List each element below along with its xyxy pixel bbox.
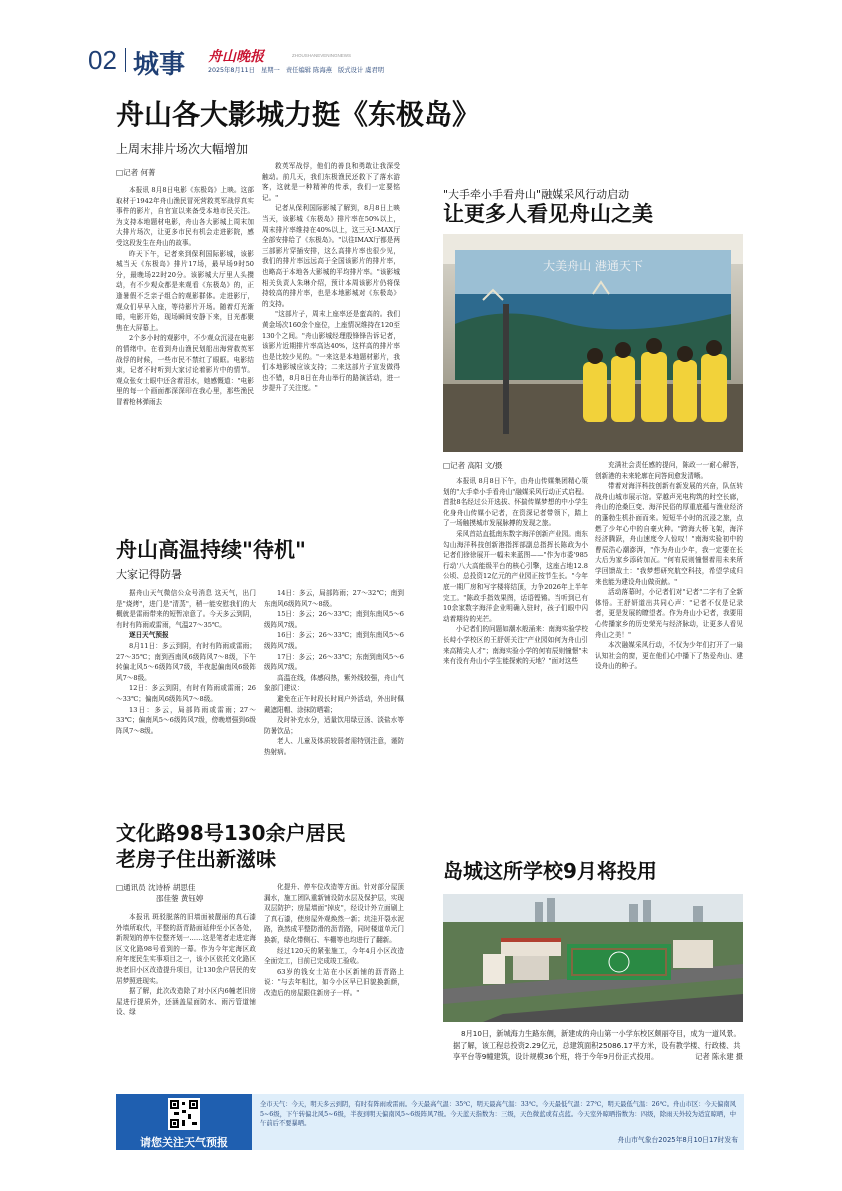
- article-column-2: [262, 161, 400, 517]
- article-old-community: [116, 820, 416, 1082]
- photo-caption: [453, 1028, 743, 1063]
- byline-line-2: 邵佳蓥 黄钰婷: [156, 894, 204, 903]
- paragraph: 带着对海洋科技创新有新发展的兴奋，队伍转战舟山城市展示馆。穿越声光电构筑的时空长廊，舟山的沧桑巨变、海洋民俗的厚重底蕴与渔业经济的蓬勃生机扑面而来。短短半小时的沉浸之旅，点燃了少年心中的自豪火种。"跨海大桥飞架，海洋经济腾跃，舟山速度令人惊叹！"南海实验初中的曹辰浩心潮澎湃，"作为舟山少年，我一定要在长大后为家乡添砖加瓦。"何宥辰则憧憬着用未来所学回馈故土："我梦想研究航空科技，希望学成归来也能为建设舟山做贡献。": [595, 482, 743, 586]
- paragraph: 本报讯 8月8日电影《东极岛》上映。这部取材于1942年舟山渔民冒死营救英军战俘真实事件的影片，自官宣以来备受本地市民关注。为支持本地题材电影，舟山各大影城上周末加大排片场次，让更多市民有机会走进影院，感受这段发生在舟山的故事。: [116, 186, 254, 247]
- paragraph: 老人、儿童及体质较弱者需特别注意，谨防热射病。: [264, 737, 404, 756]
- article-kicker: "大手牵小手看舟山"融媒采风行动启动: [443, 188, 630, 201]
- paragraph-heading: 逐日天气预报: [129, 631, 169, 640]
- masthead-divider: [125, 48, 126, 72]
- issue-weekday: 星期一: [260, 67, 280, 74]
- byline-text: □记者 高阳 文/摄: [443, 461, 503, 470]
- article-title: 舟山各大影城力挺《东极岛》: [116, 98, 481, 131]
- paragraph: 化提升、停车位改造等方面。针对部分屋顶漏水，施工团队重新铺设防水层及保护层，实现双层防护；房屋墙面"掉皮"，经设计外立面刷上了真石漆，使房屋外观焕然一新；坑洼开裂水泥路，涣然成平整防滑的沥青路，同时楼道单元门换新，绿化带侧石、车棚等也均进行了翻新。: [264, 883, 404, 944]
- issue-info: [208, 65, 384, 74]
- article-column-2: [264, 588, 404, 808]
- issue-editor: 责任编辑 陈海燕: [285, 67, 332, 74]
- paper-logo: 舟山晚报: [208, 49, 264, 65]
- article-school: [443, 858, 743, 1084]
- paragraph: 本报讯 8月8日下午，由舟山传媒集团精心策划的"大手牵小手看舟山"融媒采风行动正式启程。首批8名经过公开选拔、怀揣传媒梦想的中小学生化身舟山传媒小记者，在资深记者带领下，踏上了一场触摸城市发展脉搏的发现之旅。: [443, 477, 588, 528]
- paragraph: 16日：多云；26～33℃；南到东南风5～6级阵风7级。: [264, 631, 404, 650]
- qr-code-icon[interactable]: [168, 1098, 200, 1130]
- byline-text: □记者 何菁: [116, 168, 156, 177]
- paragraph: 及时补充水分，适量饮用绿豆汤、淡盐水等防暑饮品；: [264, 716, 404, 735]
- article-subtitle: 大家记得防暑: [116, 568, 182, 581]
- paragraph: 据了解，此次改造除了对小区内6幢老旧房屋进行提质外，还涵盖屋面防水、雨污管道铺设、绿: [116, 987, 256, 1017]
- paper-english-name: ZHOUSHANEVENINGNEWS: [292, 53, 352, 58]
- paragraph: 小记者们的问题如潮水般涌来：南海实验学校长峙小学校区的王舒妍关注"产业园如何为舟山引来高精尖人才"；南海实验小学的何宥辰则憧憬"未来有没有舟山小学生能探索的天地？"面对这些: [443, 625, 588, 666]
- paragraph: "这部片子，周末上座率还是蛮高的。我们黄金场次160余个座位，上座情况维持在120至130个之间。"舟山影城经理殷锋锋告诉记者，该影片近期排片率高达40%，这样高的排片率也是比较少见的。"一来这是本地题材影片，我们本地影城应该支持；二来这部片子宣发做得也不错，8月8日在舟山举行的路演活动，进一步提升了关注度。": [262, 310, 400, 393]
- weather-qr-panel: [116, 1094, 252, 1150]
- article-heat-wave: [116, 536, 416, 808]
- article-title: 舟山高温持续"待机": [116, 538, 306, 562]
- paragraph: 救英军战俘，他们的善良和勇敢让我深受触动。前几天，我们东极渔民还救下了落水游客，这就是一种精神的传承，我们一定要铭记。": [262, 162, 400, 202]
- caption-text: 8月10日，新城海力生路东侧，新建成的舟山第一小学东校区颇丽夺目，成为一道风景。据了解，该工程总投资2.29亿元，总建筑面积25086.17平方米，设有教学楼、行政楼、共享平台等9幢建筑，设计规模36个班，将于今年9月份正式投用。: [453, 1029, 741, 1062]
- caption-credit: 记者 陈永建 摄: [695, 1052, 743, 1062]
- article-column-1: [116, 185, 254, 517]
- paragraph: 14日：多云，局部阵雨；27～32℃；南到东南风6级阵风7～8级。: [264, 589, 404, 608]
- article-title: 让更多人看见舟山之美: [443, 202, 653, 226]
- article-byline: [116, 882, 203, 904]
- byline-line-1: □通讯员 沈诗桥 胡思佳: [116, 883, 196, 892]
- paragraph: 17日：多云；26～33℃；东南到南风5～6级阵风7级。: [264, 652, 404, 672]
- article-column-2: [595, 460, 743, 671]
- paragraph: 12日：多云到阴，有时有阵雨或雷雨；26～33℃；偏南风6级阵风7～8级。: [116, 684, 256, 703]
- paragraph: 活动落幕时，小记者们对"记者"二字有了全新体悟。王舒妍道出共同心声："记者不仅是记录者，更是发展的瞭望者。作为舟山小记者，我要用心传播家乡的历史荣光与经济脉动，让更多人看见舟山之美！": [595, 588, 743, 639]
- article-column-1: [116, 912, 256, 1082]
- weather-qr-label: 请您关注天气预报: [140, 1136, 228, 1149]
- paragraph: 采风首站直抵南东数字海洋创新产业园。南东勾山海洋科技创新港指挥部副总指挥长陈政为小记者们徐徐展开一幅未来蓝图——"作为市委'985行动'八大高能级平台的核心引擎，这座占地12.8公顷、总投资12亿元的产业园正按节生长。"今年底一期厂房和写字楼将结顶，力争2026年上半年完工。"陈政手指效果图，话语铿锵。当听到已有10余家数字海洋企业明确入驻时，孩子们眼中闪动着期待的光芒。: [443, 529, 588, 623]
- article-photo: [443, 234, 743, 452]
- paragraph: 8月11日：多云到阴，有时有阵雨或雷雨；27～35℃；南到西南风6级阵风7～8级，下午转偏北风5～6级阵风7级，半夜起偏南风6级阵风7～8级。: [116, 641, 256, 682]
- paragraph: 本次融媒采风行动，不仅为少年们打开了一扇认知社会的窗，更在他们心中播下了热爱舟山、建设舟山的种子。: [595, 641, 743, 671]
- article-title: 岛城这所学校9月将投用: [443, 859, 657, 883]
- article-youth-reporters: [443, 186, 743, 671]
- masthead: [88, 40, 808, 80]
- paragraph: 15日：多云；26～33℃；南到东南风5～6级阵风7级。: [264, 610, 404, 629]
- paragraph: 充满社会责任感的提问，陈政一一耐心解答，创新港的未来轮廓在问答间愈发清晰。: [595, 461, 743, 480]
- article-title-line-2: 老房子住出新滋味: [116, 847, 276, 871]
- section-title: 城事: [133, 50, 186, 80]
- paragraph: 2个多小时的观影中，不少观众沉浸在电影的情绪中。在看到舟山渔民划船出海营救英军战俘的时候，一些市民不禁红了眼眶。电影结束，记者不时听到大家讨论着影片中的情节。观众张女士眼中还含着泪水，她感慨道："电影里的每一个画面都深深印在我心里，那些渔民冒着枪林弹雨去: [116, 334, 254, 406]
- paragraph: 经过120天的紧张施工，今年4月小区改造全面完工，目前已完成竣工验收。: [264, 946, 404, 966]
- article-column-1: [116, 588, 256, 808]
- weather-bar: [116, 1094, 744, 1150]
- page-number: 02: [88, 45, 117, 75]
- paragraph: 昨天下午，记者来到保利国际影城，该影城当天《东极岛》排片17场，最早场9时50分，最晚场22时20分。该影城大厅里人头攒动，有不少观众都是来观看《东极岛》的，正逢暑假不乏亲子组合的观影群体。走进影厅，观众们早早入座，等待影片开场。随着灯光渐暗，电影开始，现场瞬间安静下来，目光都聚焦在大屏幕上。: [116, 249, 254, 332]
- paragraph: 13日：多云，局部阵雨或雷雨；27～33℃；偏南风5～6级阵风7级，傍晚增强到6级阵风7～8级。: [116, 705, 256, 735]
- issue-designer: 版式设计 虞君明: [337, 67, 385, 74]
- paragraph: 本报讯 斑驳脱落的旧墙面被靓丽的真石漆外墙所取代，平整的沥青路面延伸至小区各处，新规划的停车位整齐划一……这是笔者走进定海区文化路98号看到的一幕。作为今年定海区政府年度民生实事项目之一，该小区依托文化路区块老旧小区改造提升项目，让130余户居民的安居梦照进现实。: [116, 913, 256, 985]
- article-column-1: [443, 476, 588, 666]
- screen-text: 大美舟山 港通天下: [543, 259, 643, 273]
- paragraph: 避免在正午时段长时间户外活动，外出时佩戴遮阳帽、涂抹防晒霜；: [264, 694, 404, 714]
- article-subtitle: 上周末排片场次大幅增加: [116, 142, 249, 156]
- weather-issuer: 舟山市气象台2025年8月10日17时发布: [617, 1136, 738, 1144]
- paragraph: 63岁的钱女士站在小区新铺的沥青路上说："与去年相比，如今小区早已旧貌换新颜，改造后的房屋跟住新房子一样。": [264, 967, 404, 997]
- weather-text: 全市天气：今天，明天多云到阴，有时有阵雨或雷雨。今天最高气温：35℃，明天最高气温：33℃。今天最低气温：27℃，明天最低气温：26℃。舟山市区：今天偏南风5~6级，下午转偏北风5~6级，半夜到明天偏南风5~6级阵风7级。今天蓝天指数为：三级，天色微蓝或有点蓝。今天室外晾晒指数为：四级，除雨天外较为适宜晾晒，中午前后不要暴晒。: [260, 1101, 736, 1128]
- paragraph: 高温在线，体感闷热，紫外线较强，舟山气象部门建议：: [264, 673, 404, 693]
- article-column-2: [264, 882, 404, 1082]
- paragraph: 记者从保利国际影城了解到，8月8日上映当天，该影城《东极岛》排片率在50%以上，周末排片率维持在40%以上，这三天I-MAX厅全部安排给了《东极岛》。"以往IMAX厅都是两三部影片穿插安排，这么高排片率也很少见，我们的排片率远远高于全国该影片的排片率，也略高于本地各大影城的平均排片率。"该影城相关负责人朱琳介绍，预计本周该影片仍将保持较高的排片率，也是本地影城对《东极岛》的支持。: [262, 204, 400, 308]
- paragraph: 据舟山天气微信公众号消息 这天气，出门是"烧烤"，进门是"清蒸"，稍一能安慰我们的大概就是雷雨带来的短暂凉意了。今天多云到阴，有时有阵雨或雷雨，气温27～35℃。: [116, 589, 256, 629]
- article-byline: [116, 167, 155, 178]
- article-title-line-1: 文化路98号130余户居民: [116, 821, 346, 845]
- article-photo: [443, 894, 743, 1022]
- issue-date: 2025年8月11日: [208, 67, 255, 74]
- article-byline: [443, 460, 502, 471]
